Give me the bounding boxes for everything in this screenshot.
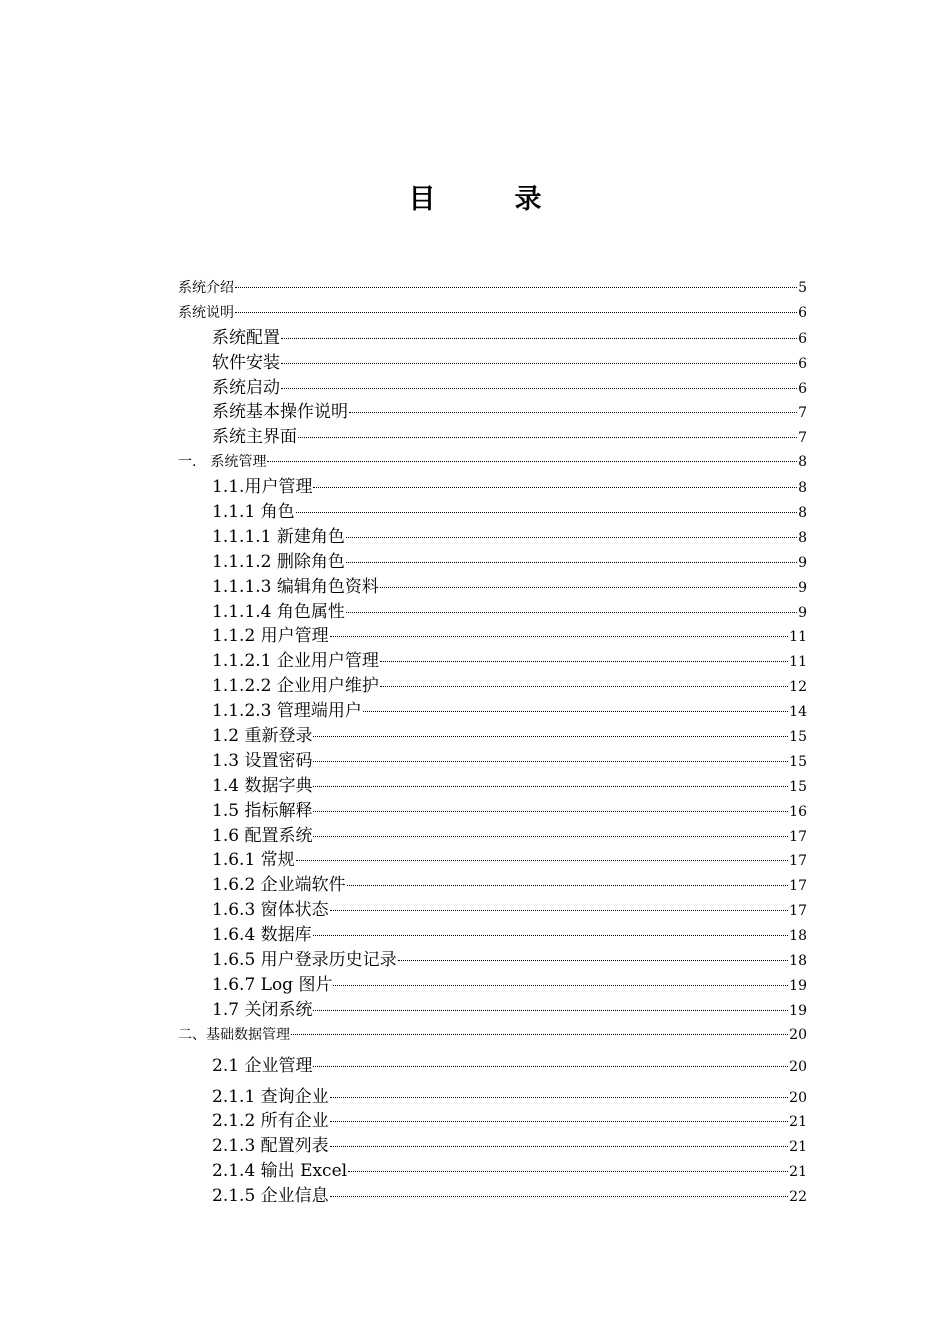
toc-entry[interactable] [178, 450, 807, 475]
toc-entry[interactable] [178, 973, 807, 998]
toc-entry-page-number: 17 [789, 853, 807, 870]
toc-dot-leader [330, 1097, 789, 1098]
toc-entry-label: 系统启动 [212, 377, 280, 398]
toc-entry-label: 1.6.2 企业端软件 [212, 875, 346, 896]
toc-entry-label: 1.1.1.3 编辑角色资料 [212, 576, 379, 597]
toc-entry-label: 2.1.2 所有企业 [212, 1111, 329, 1132]
toc-entry[interactable] [178, 824, 807, 849]
toc-dot-leader [380, 587, 797, 588]
toc-entry-page-number: 20 [789, 1089, 807, 1106]
toc-entry-label: 1.6.4 数据库 [212, 925, 312, 946]
toc-entry-page-number: 17 [789, 828, 807, 845]
toc-entry-label: 2.1 企业管理 [212, 1055, 313, 1076]
toc-entry[interactable] [178, 898, 807, 923]
toc-entry-label: 1.1.2.2 企业用户维护 [212, 676, 379, 697]
toc-dot-leader [281, 338, 797, 339]
toc-entry[interactable] [178, 475, 807, 500]
toc-dot-leader [330, 1146, 789, 1147]
toc-entry-label: 2.1.1 查询企业 [212, 1086, 329, 1107]
toc-entry[interactable] [178, 500, 807, 525]
toc-entry-page-number: 6 [798, 355, 807, 372]
toc-entry-label: 1.1.1 角色 [212, 502, 295, 523]
toc-entry[interactable] [178, 848, 807, 873]
toc-entry[interactable] [178, 550, 807, 575]
toc-dot-leader [235, 287, 797, 288]
toc-dot-leader [347, 885, 789, 886]
toc-entry[interactable] [178, 649, 807, 674]
toc-dot-leader [380, 661, 788, 662]
toc-dot-leader [346, 612, 797, 613]
toc-dot-leader [313, 1066, 788, 1067]
toc-dot-leader [291, 1034, 788, 1035]
toc-dot-leader [281, 363, 797, 364]
toc-entry-page-number: 16 [789, 803, 807, 820]
toc-entry-page-number: 18 [789, 928, 807, 945]
toc-entry-label: 1.1.用户管理 [212, 477, 313, 498]
toc-entry-label: 2.1.3 配置列表 [212, 1136, 329, 1157]
toc-entry-label: 1.1.1.1 新建角色 [212, 526, 345, 547]
toc-entry-page-number: 7 [798, 430, 807, 447]
toc-dot-leader [267, 461, 797, 462]
toc-entry[interactable] [178, 326, 807, 351]
toc-entry[interactable] [178, 1054, 807, 1079]
toc-dot-leader [313, 761, 788, 762]
toc-entry-label: 1.2 重新登录 [212, 726, 313, 747]
toc-entry-page-number: 21 [789, 1139, 807, 1156]
toc-entry-page-number: 22 [789, 1189, 807, 1206]
toc-dot-leader [313, 836, 788, 837]
toc-entry[interactable] [178, 624, 807, 649]
toc-entry-page-number: 15 [789, 778, 807, 795]
toc-entry-label: 系统基本操作说明 [212, 402, 348, 423]
toc-list [178, 276, 807, 1209]
toc-dot-leader [298, 437, 797, 438]
toc-entry-page-number: 17 [789, 878, 807, 895]
toc-entry[interactable] [178, 749, 807, 774]
toc-entry-page-number: 15 [789, 753, 807, 770]
toc-entry[interactable] [178, 600, 807, 625]
toc-entry-label: 系统配置 [212, 327, 280, 348]
toc-entry-page-number: 8 [798, 454, 807, 471]
toc-entry[interactable] [178, 376, 807, 401]
toc-entry-label: 1.1.2.3 管理端用户 [212, 701, 362, 722]
toc-entry[interactable] [178, 923, 807, 948]
toc-entry[interactable] [178, 948, 807, 973]
toc-entry-label: 2.1.5 企业信息 [212, 1186, 329, 1207]
toc-dot-leader [281, 388, 797, 389]
toc-entry-label: 系统主界面 [212, 427, 297, 448]
toc-dot-leader [346, 562, 797, 563]
toc-entry[interactable] [178, 724, 807, 749]
toc-dot-leader [296, 512, 797, 513]
toc-dot-leader [235, 312, 797, 313]
toc-dot-leader [363, 711, 788, 712]
toc-entry-page-number: 21 [789, 1164, 807, 1181]
toc-dot-leader [313, 736, 788, 737]
toc-entry-page-number: 12 [789, 679, 807, 696]
toc-entry[interactable] [178, 301, 807, 326]
toc-title: 目 录 [408, 184, 568, 215]
toc-entry-label: 1.6.7 Log 图片 [212, 974, 333, 995]
toc-dot-leader [330, 1196, 789, 1197]
toc-entry-page-number: 19 [789, 977, 807, 994]
toc-entry[interactable] [178, 1134, 807, 1159]
toc-entry-page-number: 7 [798, 405, 807, 422]
toc-entry-page-number: 21 [789, 1114, 807, 1131]
toc-entry-page-number: 6 [798, 380, 807, 397]
toc-entry-label: 1.5 指标解释 [212, 800, 313, 821]
toc-entry-page-number: 9 [798, 579, 807, 596]
toc-entry-label: 2.1.4 输出 Excel [212, 1161, 348, 1182]
toc-entry-page-number: 17 [789, 903, 807, 920]
toc-entry-label: 1.1.2.1 企业用户管理 [212, 651, 379, 672]
toc-entry[interactable] [178, 575, 807, 600]
toc-dot-leader [349, 412, 797, 413]
toc-dot-leader [348, 1171, 788, 1172]
toc-entry[interactable] [178, 674, 807, 699]
toc-entry-label: 1.6.3 窗体状态 [212, 900, 329, 921]
toc-entry-label: 1.1.2 用户管理 [212, 626, 329, 647]
toc-entry[interactable] [178, 525, 807, 550]
toc-entry-page-number: 9 [798, 554, 807, 571]
toc-entry-page-number: 11 [789, 629, 807, 646]
toc-entry[interactable] [178, 1109, 807, 1134]
toc-entry-page-number: 8 [798, 529, 807, 546]
toc-entry-page-number: 8 [798, 480, 807, 497]
toc-entry[interactable] [178, 699, 807, 724]
toc-entry[interactable] [178, 400, 807, 425]
toc-entry-label: 1.4 数据字典 [212, 775, 313, 796]
toc-entry[interactable] [178, 425, 807, 450]
toc-entry-label: 1.7 关闭系统 [212, 999, 313, 1020]
toc-entry-page-number: 20 [789, 1058, 807, 1075]
toc-dot-leader [380, 686, 788, 687]
toc-entry[interactable] [178, 774, 807, 799]
toc-entry-label: 软件安装 [212, 352, 280, 373]
toc-entry[interactable] [178, 1159, 807, 1184]
toc-entry-page-number: 6 [798, 304, 807, 321]
toc-dot-leader [330, 1121, 789, 1122]
toc-dot-leader [313, 811, 788, 812]
toc-dot-leader [296, 860, 789, 861]
toc-entry[interactable] [178, 351, 807, 376]
toc-dot-leader [313, 487, 797, 488]
toc-entry-label: 一. 系统管理 [178, 454, 267, 471]
toc-entry-label: 1.6 配置系统 [212, 825, 313, 846]
toc-entry-label: 1.6.5 用户登录历史记录 [212, 950, 397, 971]
toc-dot-leader [313, 935, 789, 936]
toc-entry[interactable] [178, 1023, 807, 1048]
toc-dot-leader [398, 960, 789, 961]
toc-entry-page-number: 9 [798, 604, 807, 621]
toc-entry-page-number: 18 [789, 953, 807, 970]
toc-entry-page-number: 20 [789, 1026, 807, 1043]
toc-entry-label: 1.3 设置密码 [212, 750, 313, 771]
toc-dot-leader [346, 537, 797, 538]
toc-dot-leader [330, 910, 789, 911]
toc-entry-label: 1.1.1.2 删除角色 [212, 551, 345, 572]
toc-entry-label: 二、基础数据管理 [178, 1026, 290, 1043]
toc-entry[interactable] [178, 276, 807, 301]
toc-entry-label: 系统说明 [178, 304, 234, 321]
toc-entry[interactable] [178, 1085, 807, 1110]
toc-entry-page-number: 5 [798, 280, 807, 296]
toc-entry-label: 系统介绍 [178, 280, 234, 296]
toc-dot-leader [313, 786, 788, 787]
toc-dot-leader [333, 985, 788, 986]
toc-entry[interactable] [178, 998, 807, 1023]
toc-entry[interactable] [178, 799, 807, 824]
toc-dot-leader [330, 636, 789, 637]
toc-entry-label: 1.1.1.4 角色属性 [212, 601, 345, 622]
toc-entry-page-number: 15 [789, 729, 807, 746]
toc-entry-page-number: 6 [798, 330, 807, 347]
toc-entry-page-number: 14 [789, 704, 807, 721]
toc-entry[interactable] [178, 1184, 807, 1209]
toc-entry-label: 1.6.1 常规 [212, 850, 295, 871]
toc-entry-page-number: 11 [789, 654, 807, 671]
toc-dot-leader [313, 1010, 788, 1011]
toc-entry-page-number: 8 [798, 505, 807, 522]
toc-entry-page-number: 19 [789, 1002, 807, 1019]
toc-entry[interactable] [178, 873, 807, 898]
